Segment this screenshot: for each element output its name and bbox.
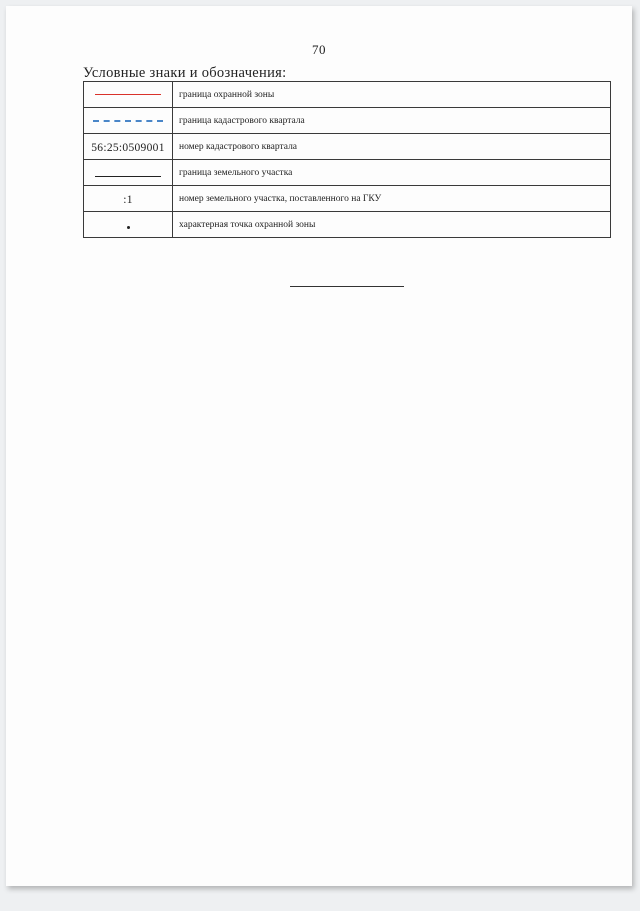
legend-symbol-cell: [84, 82, 173, 108]
legend-symbol-cell: [84, 186, 173, 212]
end-separator-line: [290, 286, 404, 287]
legend-symbol-cell: [84, 134, 173, 160]
legend-title: Условные знаки и обозначения:: [83, 65, 287, 81]
legend-row: [84, 134, 611, 160]
land-plot-number: :1: [123, 193, 133, 206]
legend-symbol-cell: [84, 160, 173, 186]
legend-row: [84, 212, 611, 238]
legend-row: [84, 160, 611, 186]
legend-table: [83, 81, 611, 238]
legend-row: [84, 82, 611, 108]
legend-description: граница земельного участка: [173, 160, 611, 186]
legend-description: характерная точка охранной зоны: [173, 212, 611, 238]
legend-description: номер земельного участка, поставленного на ГКУ: [173, 186, 611, 212]
point-marker-icon: [127, 226, 130, 229]
legend-description: номер кадастрового квартала: [173, 134, 611, 160]
cadastral-quarter-number: 56:25:0509001: [91, 141, 165, 154]
legend-description: граница кадастрового квартала: [173, 108, 611, 134]
legend-row: [84, 186, 611, 212]
legend-row: [84, 108, 611, 134]
black-solid-line-icon: [95, 176, 161, 177]
legend-symbol-cell: [84, 108, 173, 134]
document-page: [6, 6, 632, 886]
red-solid-line-icon: [95, 94, 161, 95]
legend-description: граница охранной зоны: [173, 82, 611, 108]
legend-symbol-cell: [84, 212, 173, 238]
page-number: 70: [312, 42, 326, 57]
blue-dashed-line-icon: [93, 120, 163, 122]
